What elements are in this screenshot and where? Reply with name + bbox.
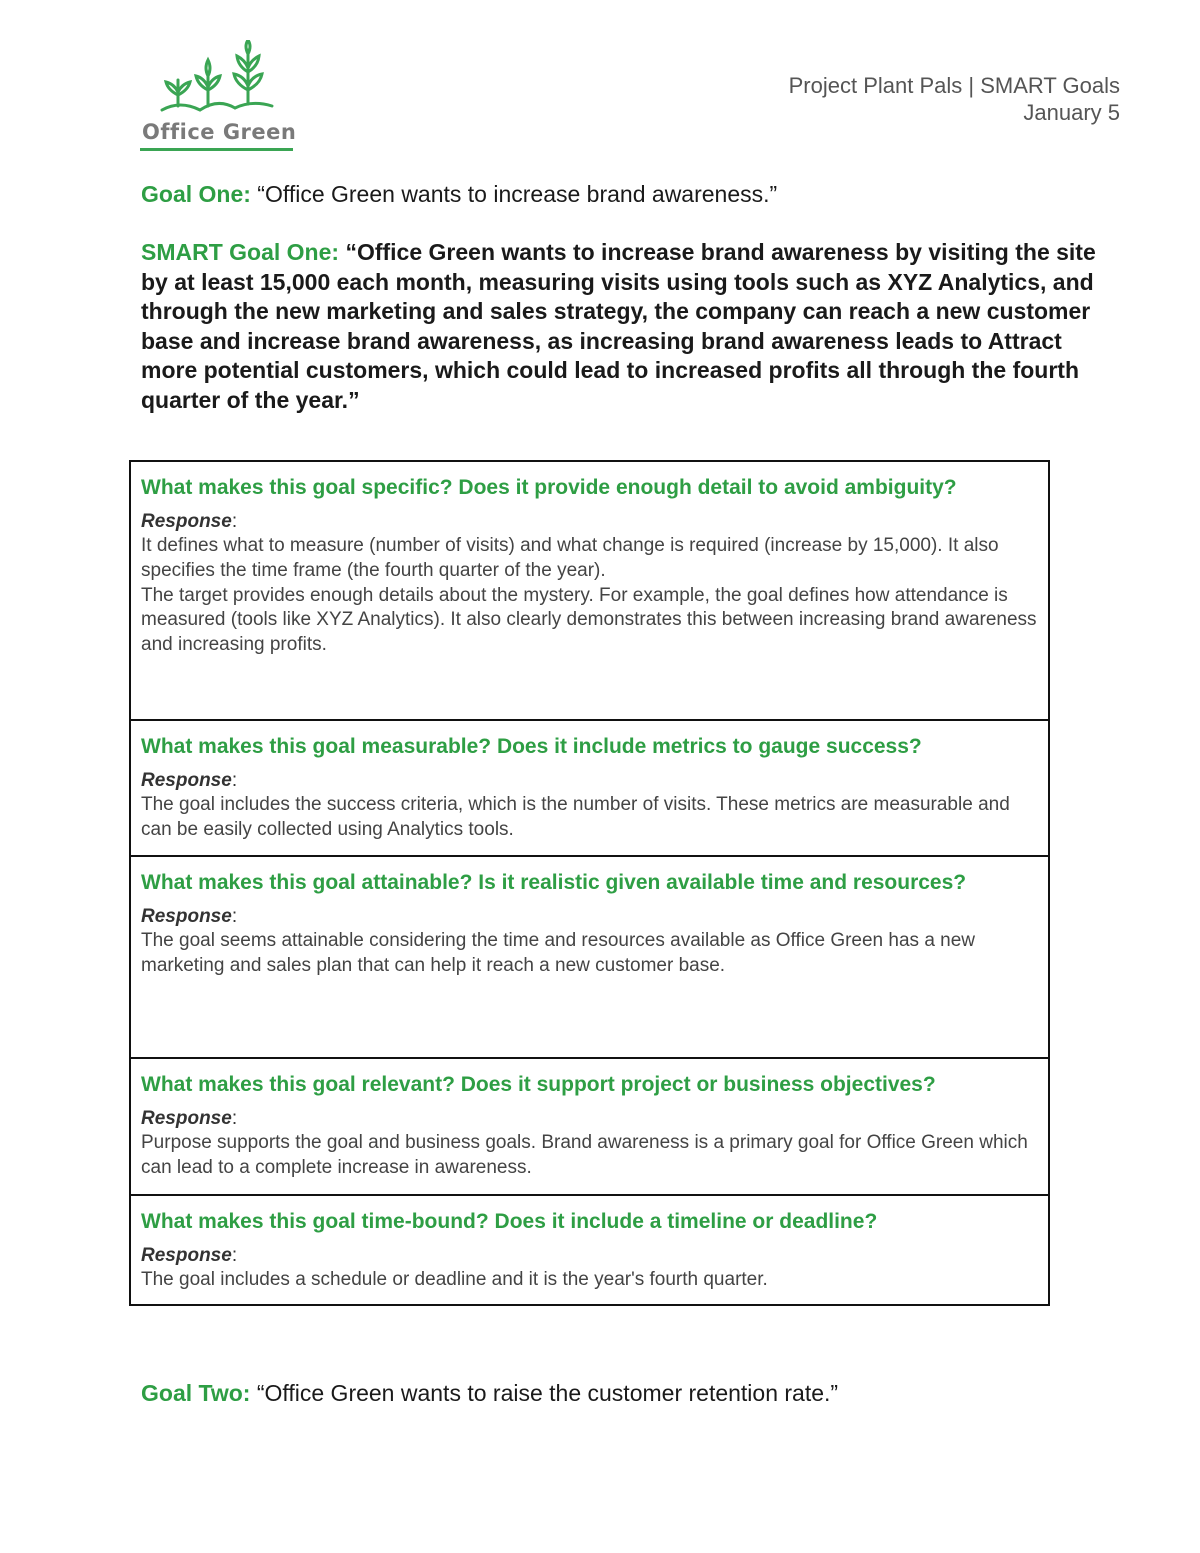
goal-two bbox=[141, 1380, 838, 1407]
logo-underline bbox=[140, 148, 293, 151]
response-label: Response: bbox=[141, 1108, 238, 1129]
relevant-response: Purpose supports the goal and business goals. Brand awareness is a primary goal for Office Green which can lead to a complete increase in awareness. bbox=[141, 1132, 1028, 1178]
attainable-question: What makes this goal attainable? Is it realistic given available time and resources? bbox=[141, 871, 967, 894]
smart-goal-one-label: SMART Goal One: bbox=[141, 239, 340, 265]
smart-goal-one bbox=[141, 238, 1106, 415]
goal-two-text: “Office Green wants to raise the customer retention rate.” bbox=[256, 1380, 839, 1406]
attainable-cell bbox=[131, 855, 1048, 1057]
time-bound-response: The goal includes a schedule or deadline and it is the year's fourth quarter. bbox=[141, 1269, 768, 1290]
measurable-question: What makes this goal measurable? Does it include metrics to gauge success? bbox=[141, 735, 922, 758]
time-bound-question: What makes this goal time-bound? Does it include a timeline or deadline? bbox=[141, 1210, 878, 1233]
response-label: Response: bbox=[141, 511, 238, 532]
goal-one bbox=[141, 181, 777, 208]
time-bound-cell bbox=[131, 1194, 1048, 1304]
measurable-response: The goal includes the success criteria, which is the number of visits. These metrics are measurable and can be easily collected using Analytics tools. bbox=[141, 794, 1010, 840]
document-date: January 5 bbox=[1023, 100, 1120, 125]
goal-two-label: Goal Two: bbox=[141, 1380, 251, 1406]
response-label: Response: bbox=[141, 770, 238, 791]
office-green-logo bbox=[140, 40, 295, 155]
plant-sprouts-icon bbox=[160, 40, 275, 118]
specific-response-p1: It defines what to measure (number of visits) and what change is required (increase by 15,000). It also specifies the time frame (the fourth quarter of the year). bbox=[141, 535, 999, 581]
attainable-response: The goal seems attainable considering the time and resources available as Office Green has a new marketing and sales plan that can help it reach a new customer base. bbox=[141, 930, 976, 976]
specific-question: What makes this goal specific? Does it provide enough detail to avoid ambiguity? bbox=[141, 476, 957, 499]
relevant-question: What makes this goal relevant? Does it support project or business objectives? bbox=[141, 1073, 936, 1096]
measurable-cell bbox=[131, 719, 1048, 855]
document-title: Project Plant Pals | SMART Goals bbox=[788, 73, 1120, 98]
response-label: Response: bbox=[141, 1245, 238, 1266]
logo-text: Office Green bbox=[142, 120, 297, 144]
goal-one-text: “Office Green wants to increase brand awareness.” bbox=[257, 181, 778, 207]
document-header bbox=[789, 72, 1120, 126]
response-label: Response: bbox=[141, 906, 238, 927]
smart-goal-one-text: “Office Green wants to increase brand awareness by visiting the site by at least 15,000 each month, measuring visits using tools such as XYZ Analytics, and through the new marketing and sales strategy, the company can reach a new customer base and increase brand awareness, as increasing brand awareness leads to Attract more potential customers, which could lead to increased profits all through the fourth quarter of the year.” bbox=[141, 239, 1096, 413]
goal-one-label: Goal One: bbox=[141, 181, 251, 207]
specific-response-p2: The target provides enough details about the mystery. For example, the goal defines how attendance is measured (tools like XYZ Analytics). It also clearly demonstrates this between increasing brand awareness and increasing profits. bbox=[141, 584, 1037, 656]
relevant-cell bbox=[131, 1057, 1048, 1194]
specific-cell bbox=[131, 467, 1048, 719]
smart-criteria-table bbox=[129, 460, 1050, 1306]
